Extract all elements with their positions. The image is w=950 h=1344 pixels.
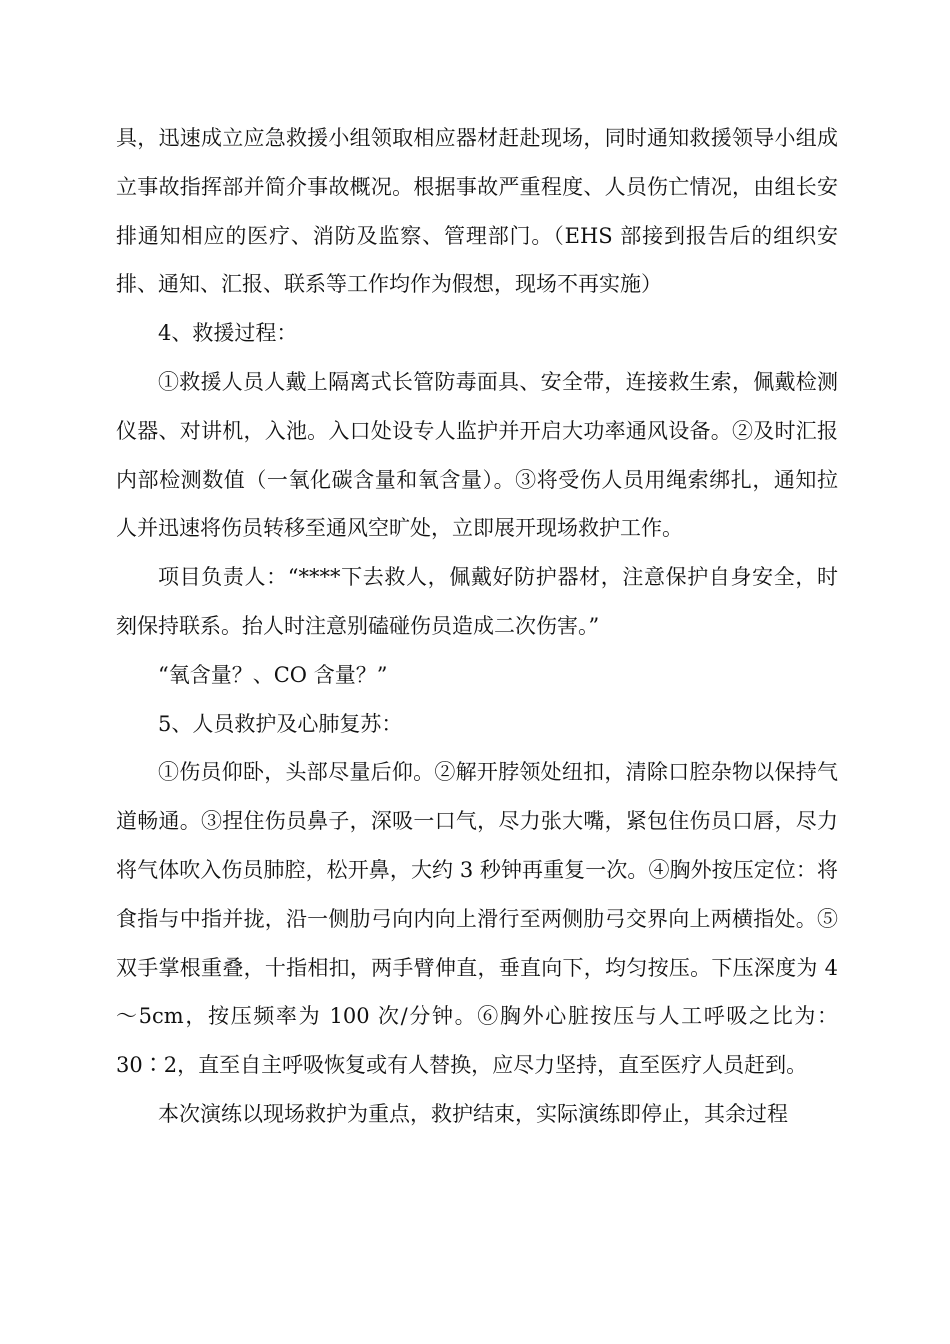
paragraph-project-leader: 项目负责人：“****下去救人，佩戴好防护器材，注意保护自身安全，时刻保持联系。抬人时注意别磕碰伤员造成二次伤害。” [116,565,838,638]
paragraph-gas-check: “氧含量？、CO 含量？” [158,662,388,687]
paragraph-rescue-heading: 4、救援过程： [158,321,298,346]
paragraph-rescue-steps: ①救援人员人戴上隔离式长管防毒面具、安全带，连接救生索，佩戴检测仪器、对讲机，入池。入口处设专人监护并开启大功率通风设备。②及时汇报内部检测数值（一氧化碳含量和氧含量）。③将受伤人员用绳索绑扎，通知拉人并迅速将伤员转移至通风空旷处，立即展开现场救护工作。 [116,369,838,541]
paragraph-cpr-steps: ①伤员仰卧，头部尽量后仰。②解开脖领处纽扣，清除口腔杂物以保持气道畅通。③捏住伤员鼻子，深吸一口气，尽力张大嘴，紧包住伤员口唇，尽力将气体吹入伤员肺腔，松开鼻，大约 3 秒钟再重复一次。④胸外按压定位：将食指与中指并拢，沿一侧肋弓向内向上滑行至两侧肋弓交界向上两横指处。⑤双手掌根重叠，十指相扣，两手臂伸直，垂直向下，均匀按压。下压深度为 4～5cm，按压频率为 100 次/分钟。⑥胸外心脏按压与人工呼吸之比为：30∶2，直至自主呼吸恢复或有人替换，应尽力坚持，直至医疗人员赶到。 [116,760,838,1078]
paragraph-cpr-heading: 5、人员救护及心肺复苏： [158,711,403,736]
paragraph-continued: 具，迅速成立应急救援小组领取相应器材赶赴现场，同时通知救援领导小组成立事故指挥部并简介事故概况。根据事故严重程度、人员伤亡情况，由组长安排通知相应的医疗、消防及监察、管理部门。（EHS 部接到报告后的组织安排、通知、汇报、联系等工作均作为假想，现场不再实施） [116,126,838,297]
paragraph-drill-conclusion: 本次演练以现场救护为重点，救护结束，实际演练即停止，其余过程 [158,1101,788,1126]
document-body [116,114,838,1139]
